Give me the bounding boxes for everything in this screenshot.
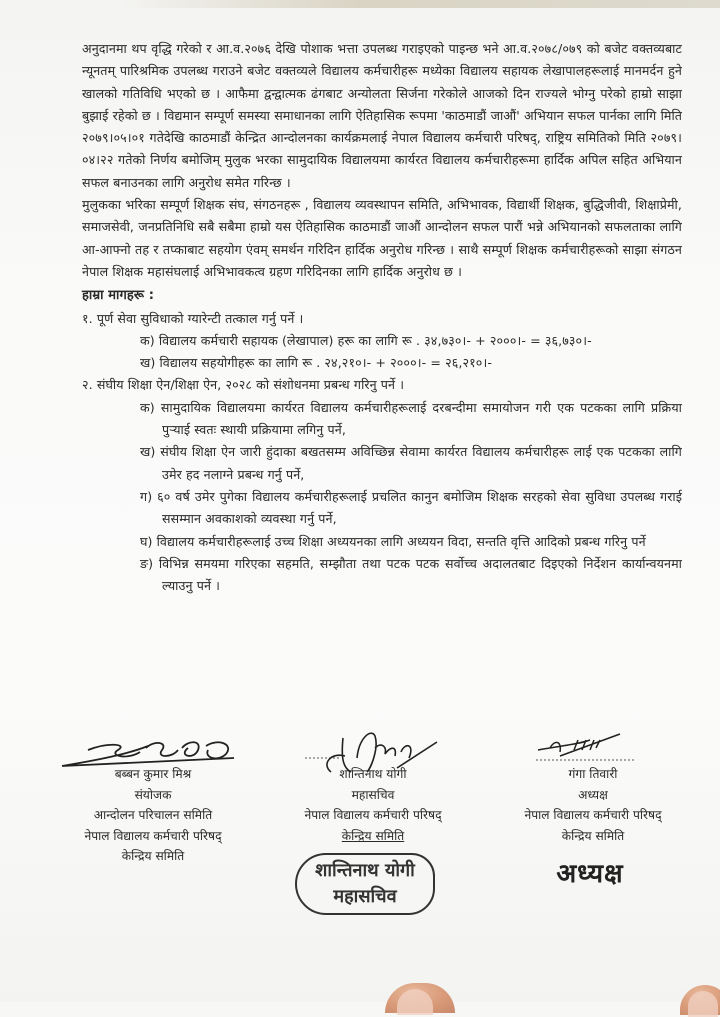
demand-2 <box>82 374 682 597</box>
signature-mark <box>263 736 483 764</box>
signatory-convener <box>28 758 278 867</box>
demand-2-title: २. संघीय शिक्षा ऐन/शिक्षा ऐन, २०२८ को संशोधनमा प्रबन्ध गरिनु पर्ने । <box>82 377 405 393</box>
signatory-org-line: केन्द्रिय समिति <box>561 828 625 843</box>
stamp-name: शान्तिनाथ योगी <box>315 860 415 881</box>
signatory-general-secretary <box>263 758 483 846</box>
demand-2-item-gha: घ) विद्यालय कर्मचारीहरूलाई उच्च शिक्षा अध्ययनका लागि अध्ययन विदा, सन्तति वृत्ति आदिको प्रबन्ध गरिनु पर्ने <box>140 533 646 549</box>
demand-2-item-ka: क) सामुदायिक विद्यालयमा कार्यरत विद्यालय कर्मचारीहरूलाई दरबन्दीमा समायोजन गरी एक पटकका लागि प्रक्रिया पुऱ्याई स्वतः स्थायी प्रक्रियामा लगिनु पर्ने, <box>140 399 682 438</box>
demand-2-item-kha: ख) संघीय शिक्षा ऐन जारी हुंदाका बखतसम्म अविच्छिन्न सेवामा कार्यरत विद्यालय कर्मचारीहरू लाई एक पटकका लागि उमेर हद नलाग्ने प्रबन्ध गर्नु पर्ने, <box>140 444 682 482</box>
general-secretary-stamp <box>295 853 435 915</box>
signature-mark <box>28 736 278 764</box>
letter-body <box>82 38 682 597</box>
signatory-name: बब्बन कुमार मिश्र <box>114 767 192 781</box>
signatory-role: संयोजक <box>134 787 172 802</box>
demand-1 <box>82 308 682 375</box>
chairperson-stamp: अध्यक्ष <box>556 859 624 889</box>
signatory-org-line: नेपाल विद्यालय कर्मचारी परिषद् <box>304 808 442 822</box>
demand-1-item-ka: क) विद्यालय कर्मचारी सहायक (लेखापाल) हरू का लागि रू . ३४,७३०।- + २०००।- = ३६,७३०।- <box>140 332 592 348</box>
signatory-name: गंगा तिवारी <box>568 767 618 781</box>
demand-2-item-ga: ग) ६० वर्ष उमेर पुगेका विद्यालय कर्मचारीहरूलाई प्रचलित कानुन बमोजिम शिक्षक सरहको सेवा सुविधा उपलब्ध गराई ससम्मान अवकाशको व्यवस्था गर्नु पर्ने, <box>140 488 682 527</box>
demand-1-item-kha: ख) विद्यालय सहयोगीहरू का लागि रू . २४,२१०।- + २०००।- = २६,२१०।- <box>140 355 492 371</box>
demand-2-item-nga: ङ) विभिन्न समयमा गरिएका सहमति, सम्झौता तथा पटक पटक सर्वोच्च अदालतबाट दिइएको निर्देशन कार्यान्वयनमा ल्याउनु पर्ने । <box>140 555 682 594</box>
signatory-chairperson <box>468 758 718 846</box>
signatory-org-line: आन्दोलन परिचालन समिति <box>93 808 213 822</box>
demand-1-title: १. पूर्ण सेवा सुविधाको ग्यारेन्टी तत्काल गर्नु पर्ने । <box>82 310 304 326</box>
signatory-role: महासचिव <box>351 787 395 802</box>
stamp-title: महासचिव <box>333 886 397 907</box>
signatory-org-line: नेपाल विद्यालय कर्मचारी परिषद् <box>84 828 222 843</box>
paragraph-1: अनुदानमा थप वृद्धि गरेको र आ.व.२०७६ देखि पोशाक भत्ता उपलब्ध गराइएको पाइन्छ भने आ.व.२०७८/०७९ को बजेट वक्तव्यबाट न्यूनतम् पारिश्रमिक उपलब्ध गराउने बजेट वक्तव्यले विद्यालय कर्मचारीहरू मध्येका विद्यालय सहायक लेखापालहरूलाई मानमर्दन हुने खालको गतिविधि भएको छ । आफैमा द्वन्द्वात्मक ढंगबाट अन्योलता सिर्जना गरेकोले आजको दिन राज्यले भोग्नु परेको हाम्रो साझा बुझाई रहेको छ । विद्यमान सम्पूर्ण समस्या समाधानका लागि ऐतिहासिक रूपमा 'काठमाडौं जाऔं' अभियान सफल पार्नका लागि मिति २०७९।०५।०१ गतेदेखि काठमाडौं केन्द्रित आन्दोलनका कार्यक्रमलाई नेपाल विद्यालय कर्मचारी परिषद्, राष्ट्रिय समितिको मिति २०७९।०४।२२ गतेको निर्णय बमोजिम् मुलुक भरका सामुदायिक विद्यालयमा कार्यरत विद्यालय कर्मचारीहरूमा हार्दिक अपिल सहित अभियान सफल बनाउनका लागि अनुरोध समेत गरिन्छ । <box>82 41 682 190</box>
signatory-org-line: नेपाल विद्यालय कर्मचारी परिषद् <box>524 808 662 822</box>
signatory-org-line: केन्द्रिय समिति <box>121 849 185 863</box>
signatory-name: शान्तिनाथ योगी <box>339 767 407 781</box>
demands-heading: हाम्रा मागहरू : <box>82 288 155 304</box>
paragraph-2: मुलुकका भरिका सम्पूर्ण शिक्षक संघ, संगठनहरू , विद्यालय व्यवस्थापन समिति, अभिभावक, विद्यार्थी शिक्षक, बुद्धिजीवी, शिक्षाप्रेमी, समाजसेवी, जनप्रतिनिधि सबै सबैमा हाम्रो यस ऐतिहासिक काठमाडौं जाऔं आन्दोलन सफल पारौं भन्ने अभियानको सफलताका लागि आ-आफ्नो तह र तप्काबाट सहयोग एंवम् समर्थन गरिदिन हार्दिक अनुरोध गरिन्छ । साथै सम्पूर्ण शिक्षक कर्मचारीहरूको साझा संगठन नेपाल शिक्षक महासंघलाई अभिभावकत्व ग्रहण गरिदिनका लागि हार्दिक अनुरोध छ । <box>82 197 682 279</box>
signature-mark <box>468 736 718 764</box>
signatory-role: अध्यक्ष <box>578 787 608 802</box>
page-top-shadow <box>120 0 720 8</box>
signatory-org-line: केन्द्रिय समिति <box>341 828 405 843</box>
